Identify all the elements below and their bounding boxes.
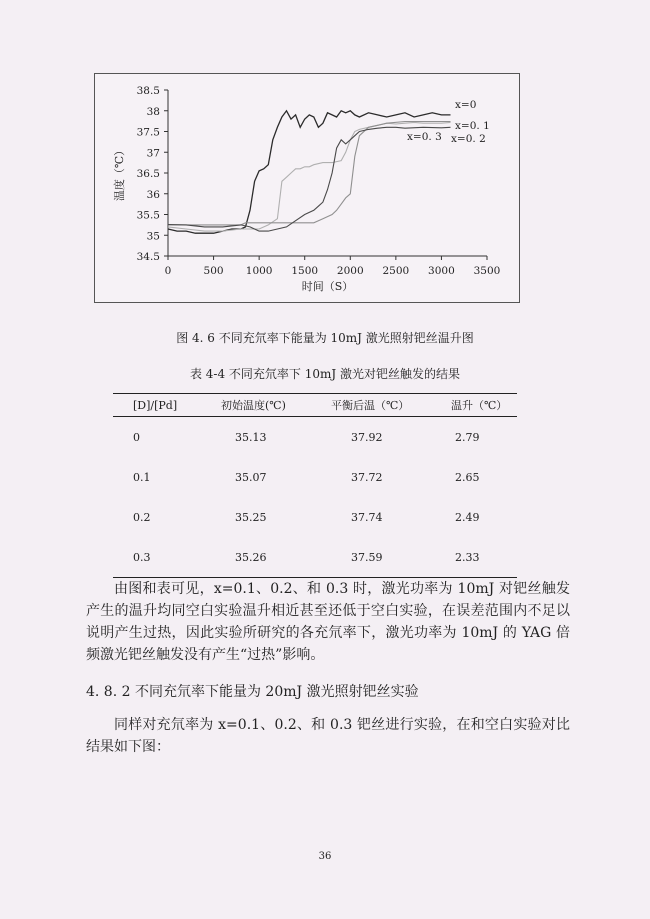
x-tick-label: 1500 (291, 265, 319, 277)
table-cell: 2.33 (455, 550, 480, 564)
series-label: x=0. 2 (451, 133, 486, 145)
table-cell: 35.13 (235, 430, 267, 444)
table-cell: 37.59 (351, 550, 383, 564)
table-header-row (113, 394, 517, 417)
table-row (113, 417, 517, 458)
table-cell: 35.07 (235, 470, 267, 484)
y-tick-label: 38 (146, 105, 160, 118)
table-cell: 35.26 (235, 550, 267, 564)
y-tick-label: 37 (146, 147, 160, 160)
table-cell: 0.3 (133, 550, 151, 564)
table-row (113, 497, 517, 537)
col-header-ratio: [D]/[Pd] (133, 398, 178, 412)
x-tick-label: 2500 (382, 265, 410, 277)
figure-caption: 图 4. 6 不同充氘率下能量为 10mJ 激光照射钯丝温升图 (176, 331, 474, 345)
series-label: x=0. 1 (455, 120, 490, 132)
x-tick-label: 0 (164, 265, 172, 277)
y-axis-label: 温度（℃） (113, 144, 126, 202)
y-tick-label: 38.5 (136, 85, 160, 97)
table-cell: 37.92 (351, 430, 383, 444)
y-tick-label: 37.5 (136, 126, 160, 139)
table-cell: 0.1 (133, 470, 151, 484)
results-table (113, 393, 517, 578)
series-label: x=0. 3 (407, 131, 442, 143)
y-tick-label: 35 (146, 230, 160, 243)
col-header-equilibrium-temp: 平衡后温（℃） (331, 399, 410, 412)
table-cell: 0.2 (133, 510, 151, 524)
table-cell: 37.74 (351, 510, 383, 524)
y-tick-label: 36.5 (136, 168, 160, 180)
x-tick-label: 2000 (336, 265, 364, 277)
table-row (113, 537, 517, 578)
series-label: x=0 (455, 99, 477, 111)
table-row (113, 457, 517, 497)
y-tick-label: 36 (146, 188, 160, 201)
col-header-initial-temp: 初始温度(℃) (221, 399, 286, 412)
y-tick-label: 35.5 (136, 209, 160, 222)
y-tick-label: 34.5 (136, 251, 160, 263)
table-cell: 2.65 (455, 470, 480, 484)
temperature-rise-chart (94, 73, 520, 303)
chart-svg (95, 74, 521, 304)
table-caption: 表 4-4 不同充氘率下 10mJ 激光对钯丝触发的结果 (189, 367, 461, 381)
x-tick-label: 500 (203, 265, 224, 277)
chart-series (168, 111, 451, 233)
x-tick-label: 3500 (473, 265, 501, 277)
x-tick-label: 3000 (428, 265, 455, 277)
table-cell: 37.72 (351, 470, 383, 484)
section-heading: 4. 8. 2 不同充氘率下能量为 20mJ 激光照射钯丝实验 (86, 684, 419, 700)
table-cell: 2.79 (455, 430, 480, 444)
x-axis-label: 时间（S） (301, 280, 354, 293)
table-cell: 2.49 (455, 510, 480, 524)
table-cell: 0 (133, 430, 140, 444)
table-cell: 35.25 (235, 510, 267, 524)
series-line-0 (168, 111, 451, 233)
body-paragraph-conclusion: 由图和表可见，x=0.1、0.2、和 0.3 时，激光功率为 10mJ 对钯丝触发产生的温升均同空白实验温升相近甚至还低于空白实验，在误差范围内不足以说明产生过热，因此实验所研究的各充氘率下，激光功率为 10mJ 的 YAG 倍频激光钯丝触发没有产生“过热”影响。 (86, 581, 570, 663)
chart-ticks (137, 85, 501, 277)
page-number: 36 (318, 851, 332, 862)
col-header-temp-rise: 温升（℃） (451, 399, 508, 412)
x-tick-label: 1000 (245, 265, 273, 277)
body-paragraph-intro: 同样对充氘率为 x=0.1、0.2、和 0.3 钯丝进行实验，在和空白实验对比结果如下图： (86, 717, 570, 755)
